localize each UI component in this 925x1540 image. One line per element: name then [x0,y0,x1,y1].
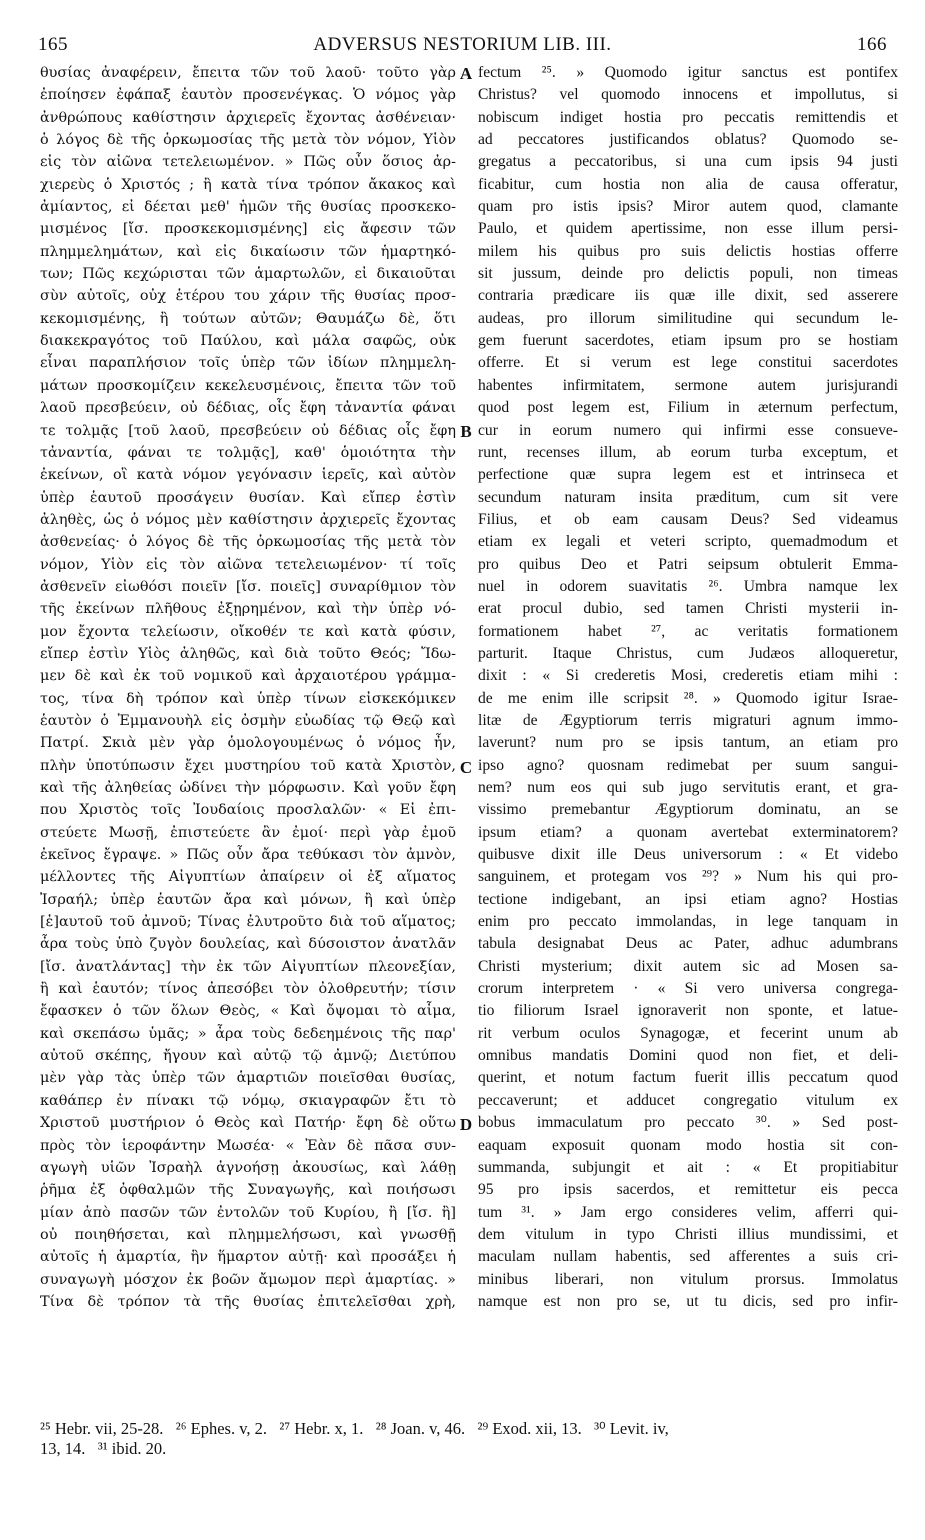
text-line: αὐτοῦ σκέπης, ἤγουν καὶ αὐτῷ τῷ ἀμνῷ; Διετύπου [40,1048,456,1065]
text-line: ἀσθενεῖν εἰωθόσι ποιεῖν [ἴσ. ποιεῖς] συναρίθμιον τὸν [40,578,456,595]
text-line: gem fuerunt sacerdotes, etiam ipsum pro se hostiam [478,332,898,350]
text-line: χιερεὺς ὁ Χριστός ; ἢ κατὰ τίνα τρόπον ἄκακος καὶ [40,176,456,193]
text-line: ἀνθρώπους καθίστησιν ἀρχιερεῖς ἔχοντας ἀσθένειαν· [40,109,456,126]
text-line: ὑπὲρ ἑαυτοῦ προσάγειν θυσίαν. Καὶ εἴπερ ἐστὶν [40,489,456,506]
text-line: μισμένος [ἴσ. προσκεκομισμένης] εἰς ἄφεσιν τῶν [40,221,456,238]
text-line: στεύετε Μωσῇ, ἐπιστεύετε ἂν ἐμοί· περὶ γὰρ ἐμοῦ [40,824,456,841]
text-line: ἐκεῖνος ἔγραψε. » Πῶς οὖν ἄρα τεθύκασι τὸν ἀμνὸν, [40,847,456,864]
text-line: ὁ λόγος δὲ τῆς ὁρκωμοσίας τῆς μετὰ τὸν νόμον, Υἱὸν [40,132,456,149]
text-line: erat procul dubio, sed tamen Christi mysterii in- [478,600,898,618]
margin-marker-d: D [459,1115,473,1134]
text-line: quod post legem est, Filium in æternum perfectum, [478,399,898,417]
text-line: μὲν γὰρ τὰς ὑπὲρ τῶν ἁμαρτιῶν ποιεῖσθαι θυσίας, [40,1070,456,1087]
text-line: καθάπερ ἐν πίνακι τῷ νόμῳ, σκιαγραφῶν ἔτι τὸ [40,1092,456,1109]
page-number-right: 166 [857,34,887,55]
text-line: που Χριστὸς τοῖς Ἰουδαίοις προσλαλῶν· « Εἰ ἐπι- [40,802,456,819]
text-line: διακεκραγότος τοῦ Παύλου, καὶ μάλα σαφῶς, οὐκ [40,333,456,350]
text-line: etiam ex legali et veteri scripto, quemadmodum et [478,533,898,551]
text-line: runt, recenses illum, ab eorum turba exceptum, et [478,443,898,461]
text-line: ἐποίησεν ἐφάπαξ ἑαυτὸν προσενέγκας. Ὁ νόμος γὰρ [40,87,456,104]
footnote-line: 13, 14. ³¹ ibid. 20. [40,1439,167,1458]
text-line: milem his quibus pro suis delictis hostias offerre [478,242,898,260]
text-line: quibusve dixit ille Deus universorum : « Et videbo [478,846,898,864]
text-line: πλὴν ὑποτύπωσιν ἔχει μυστηρίου τοῦ κατὰ Χριστὸν, [40,757,456,774]
text-line: Πατρί. Σκιὰ μὲν γὰρ ὁμολογουμένως ὁ νόμος ἦν, [40,735,456,752]
text-line: αὐτοῖς ἡ ἁμαρτία, ἣν ἥμαρτον αὐτῇ· καὶ προσάξει ἡ [40,1249,456,1266]
text-line: ἢ καὶ ἑαυτόν; τίνος ἀπεσόβει τὸν ὀλοθρευτήν; τίσιν [40,981,456,998]
text-line: sanguinem, et protegam vos ²⁹? » Num his qui pro- [478,868,898,886]
text-line: de me enim ille scripsit ²⁸. » Quomodo igitur Israe- [478,689,898,707]
text-line: Ἰσραήλ; ὑπὲρ ἑαυτῶν ἄρα καὶ μόνων, ἢ καὶ ὑπὲρ [40,891,456,908]
text-line: laverunt? num pro se ipsis tantum, an etiam pro [478,734,898,752]
margin-marker-c: C [459,758,473,777]
latin-text-column [478,62,898,1313]
text-line: ipsum etiam? a quonam avertebat exterminatorem? [478,823,898,841]
text-line: eaquam exposuit quonam modo hostia sit con- [478,1136,898,1154]
text-line: fectum ²⁵. » Quomodo igitur sanctus est pontifex [478,64,898,81]
text-line: τῆς ἐκείνων πλῆθους ἐξῃρημένον, καὶ τὴν ὑπὲρ νό- [40,601,456,618]
text-line: ἀσθενείας· ὁ λόγος δὲ τῆς ὁρκωμοσίας τῆς μετὰ τὸν [40,534,456,551]
text-line: Χριστοῦ μυστήριον ὁ Θεὸς καὶ Πατήρ· ἔφη δὲ οὕτω [40,1115,456,1132]
text-line: namque est non pro se, ut tu dicis, sed pro infir- [478,1292,898,1310]
text-line: parturit. Itaque Christus, cum Judæos alloqueretur, [478,644,898,662]
text-line: καὶ τῆς ἀληθείας ὠδίνει τὴν μόρφωσιν. Καὶ γοῦν ἔφη [40,780,456,796]
text-line: τἀναντία, φάναι τε τολμᾷς], καθ' ὁμοιότητα τὴν [40,444,456,461]
text-line: μον ἔχοντα τελείωσιν, οἴκοθέν τε καὶ κατὰ φύσιν, [40,623,456,640]
text-line: εἰς τὸν αἰῶνα τετελειωμένον. » Πῶς οὖν ὅσιος ἀρ- [40,154,456,171]
text-line: οὐ ποιηθήσεται, καὶ πλημμελήσωσι, καὶ γνωσθῇ [40,1226,456,1243]
text-line: quam pro istis ipsis? Miror autem quod, clamante [478,198,898,216]
text-line: nobiscum indiget hostia pro peccatis remittendis et [478,108,898,126]
text-line: [ἴσ. ἀνατλάντας] τὴν ἐκ τῶν Αἰγυπτίων πλεονεξίαν, [40,958,456,975]
text-line: τε τολμᾷς [τοῦ λαοῦ, πρεσβεύειν οὐ δέδιας οἷς ἔφη [40,422,456,439]
text-line: Christi mysterium; dixit autem sic ad Mosen sa- [478,957,898,975]
text-line: pro quibus Deo et Patri seipsum obtulerit Emma- [478,555,898,573]
text-line: tabula designabat Deus ac Pater, adhuc adumbrans [478,935,898,953]
text-line: εἴπερ ἐστὶν Υἱὸς ἀληθῶς, καὶ διὰ τοῦτο Θεός; Ἴδω- [40,645,456,662]
text-line: θυσίας ἀναφέρειν, ἔπειτα τῶν τοῦ λαοῦ· τοῦτο γὰρ [40,65,456,81]
text-line: rit verbum oculos Synagogæ, et fecerint unum ab [478,1024,898,1042]
running-title: ADVERSUS NESTORIUM LIB. III. [313,34,612,55]
text-line: nuel in odorem suavitatis ²⁶. Umbra namque lex [478,577,898,595]
text-line: μίαν ἀπὸ πασῶν τῶν ἐντολῶν τοῦ Κυρίου, ἢ [ἴσ. ἢ] [40,1204,456,1221]
text-line: habentes infirmitatem, sermone autem jurisjurandi [478,376,898,394]
text-line: cur in eorum numero qui infirmi esse consueve- [478,421,898,439]
text-line: ad peccatores justificandos oblatus? Quomodo se- [478,131,898,149]
text-line: μεν δὲ καὶ ἐκ τοῦ νομικοῦ καὶ ἀρχαιοτέρου γράμμα- [40,668,456,685]
text-line: τος, τίνα δὴ τρόπον καὶ ὑπὲρ τίνων εἰσκεκόμικεν [40,690,456,707]
text-line: maculam nullam habentis, sed afferentes a suis cri- [478,1248,898,1266]
text-line: offerre. Et si verum est lege constitui sacerdotes [478,354,898,372]
text-line: dixit : « Si crederetis Mosi, crederetis etiam mihi : [478,667,898,685]
text-line: [ἐ]αυτοῦ τοῦ ἀμνοῦ; Τίνας ἐλυτροῦτο διὰ τοῦ αἵματος; [40,914,456,931]
text-line: Christus? vel quomodo innocens et impollutus, si [478,86,898,104]
text-line: litæ de Ægyptiorum terris migraturi agnum immo- [478,711,898,729]
text-line: λαοῦ πρεσβεύειν, οὐ δέδιας, οἷς ἔφη τἀναντία φάναι [40,400,456,417]
page-number-left: 165 [38,34,68,55]
text-line: formationem habet ²⁷, ac veritatis formationem [478,622,898,640]
text-line: πλημμελημάτων, καὶ εἰς δικαίωσιν τῶν ἡμαρτηκό- [40,243,456,260]
text-line: omnibus mandatis Domini quod non fiet, et deli- [478,1047,898,1065]
text-line: ῥῆμα ἐξ ὀφθαλμῶν τῆς Συναγωγῆς, καὶ ποιήσωσι [40,1182,456,1199]
text-line: enim pro peccato immolandas, in lege tanquam in [478,913,898,931]
text-line: querint, et notum factum fuerit illis peccatum quod [478,1069,898,1087]
text-line: contraria prædicare iis quæ ille dixit, sed asserere [478,287,898,305]
text-line: ἐκείνων, οἳ κατὰ νόμον γεγόνασιν ἱερεῖς, καὶ αὐτὸν [40,467,456,484]
greek-text-column [40,62,456,1313]
text-line: ἑαυτὸν ὁ Ἐμμανουὴλ εἰς ὀσμὴν εὐωδίας τῷ Θεῷ καὶ [40,712,456,729]
text-line: κεκομισμένης, ἢ τούτων αὐτῶν; Θαυμάζω δὲ, ὅτι [40,310,456,327]
text-line: εἶναι παραπλήσιον τοῖς ὑπὲρ τῶν ἰδίων πλημμελη- [40,355,456,372]
text-line: audeas, pro illorum similitudine qui secundum le- [478,309,898,327]
text-line: Paulo, et quidem apertissime, non esse illum persi- [478,220,898,238]
text-line: tectione indigebant, an ipsi etiam agno? Hostias [478,890,898,908]
text-line: καὶ σκεπάσω ὑμᾶς; » ἆρα τοὺς δεδεημένοις τῆς παρ' [40,1025,456,1042]
text-line: νόμον, Υἱὸν εἰς τὸν αἰῶνα τετελειωμένον· τί τοῖς [40,556,456,573]
text-line: μάτων προσκομίζειν κεκελευσμένοις, ἔπειτα τῶν τοῦ [40,377,456,394]
text-line: αγωγὴ υἱῶν Ἰσραὴλ ἀγνοήσῃ ἀκουσίως, καὶ λάθῃ [40,1159,456,1176]
text-line: Filius, et ob eam causam Deus? Sed videamus [478,510,898,528]
text-line: ipso agno? quosnam redimebat per suum sangui- [478,756,898,774]
text-line: μέλλοντες τῆς Αἰγυπτίων ἀπαίρειν οἱ ἐξ αἵματος [40,869,456,886]
text-line: ficabitur, cum hostia non alia de causa offeratur, [478,175,898,193]
text-line: perfectione quæ supra legem est et intrinseca et [478,466,898,484]
text-line: ἔφασκεν ὁ τῶν ὅλων Θεὸς, « Καὶ ὄψομαι τὸ αἷμα, [40,1003,456,1020]
text-line: 95 pro ipsis sacerdos, et remittetur eis pecca [478,1181,898,1199]
text-line: των; Πῶς κεχώρισται τῶν ἁμαρτωλῶν, εἰ δικαιοῦται [40,266,456,283]
text-line: peccaverunt; et adducet congregatio vitulum ex [478,1091,898,1109]
text-line: tum ³¹. » Jam ergo consideres velim, afferri qui- [478,1203,898,1221]
footnote-line: ²⁵ Hebr. vii, 25-28. ²⁶ Ephes. v, 2. ²⁷ Hebr. x, 1. ²⁸ Joan. v, 46. ²⁹ Exod. xii, 13. ³⁰ Levit. iv, [40,1419,669,1438]
text-line: tio filiorum Israel ignoraverit non sponte, et latue- [478,1002,898,1020]
text-line: ἀμίαντος, εἰ δέεται μεθ' ἡμῶν τῆς θυσίας προσκεκο- [40,199,456,216]
text-line: σὺν αὐτοῖς, οὐχ ἑτέρου του χάριν τῆς θυσίας προσ- [40,288,456,305]
text-line: summanda, subjungit et ait : « Et propitiabitur [478,1158,898,1176]
text-line: πρὸς τὸν ἱεροφάντην Μωσέα· « Ἐὰν δὲ πᾶσα συν- [40,1137,456,1154]
text-line: nem? num eos qui sub jugo servitutis erant, et gra- [478,779,898,796]
margin-marker-b: B [460,422,472,441]
text-line: συναγωγὴ μόσχον ἐκ βοῶν ἄμωμον περὶ ἁμαρτίας. » [40,1271,456,1288]
text-line: Τίνα δὲ τρόπον τὰ τῆς θυσίας ἐπιτελεῖσθαι χρὴ, [40,1293,456,1310]
text-line: crorum interpretem · « Si vero universa congrega- [478,980,898,998]
text-line: gregatus a peccatoribus, si una cum ipsis 94 justi [478,153,898,171]
margin-marker-a: A [459,64,473,83]
text-line: secundum naturam insita præditum, cum sit vere [478,488,898,506]
text-line: dem vitulum in typo Christi illius mundissimi, et [478,1225,898,1243]
text-line: ἀληθὲς, ὡς ὁ νόμος μὲν καθίστησιν ἀρχιερεῖς ἔχοντας [40,511,456,528]
footnotes [40,1419,885,1459]
text-line: ἆρα τοὺς ὑπὸ ζυγὸν δουλείας, καὶ δύσοιστον ἀνατλᾶν [40,936,456,953]
text-line: vissimo premebantur Ægyptiorum dominatu, an se [478,801,898,819]
text-line: sit jussum, deinde pro delictis populi, non timeas [478,265,898,283]
text-line: minibus liberari, non vitulum prorsus. Immolatus [478,1270,898,1288]
text-line: bobus immaculatum pro peccato ³⁰. » Sed post- [478,1114,898,1132]
page-header [38,34,887,56]
